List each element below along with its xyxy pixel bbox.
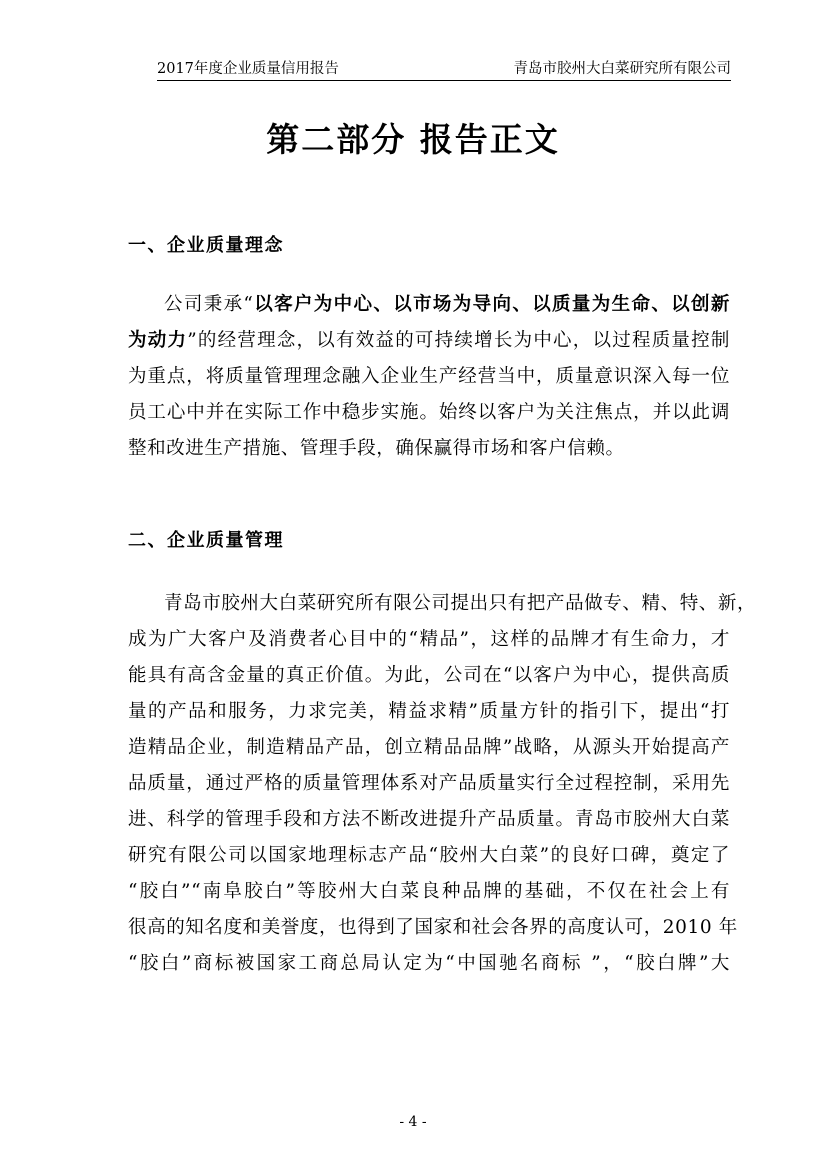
part-title: 第二部分 报告正文 xyxy=(266,120,560,159)
paragraph-line: 造精品企业，制造精品产品，创立精品品牌”战略，从源头开始提高产 xyxy=(128,737,730,758)
paragraph-line: 公司秉承“以客户为中心、以市场为导向、以质量为生命、以创新 xyxy=(164,294,730,315)
paragraph-quality-philosophy xyxy=(128,287,730,467)
paragraph-line: 量的产品和服务，力求完美，精益求精”质量方针的指引下，提出“打 xyxy=(128,701,730,722)
section-heading-quality-management: 二、企业质量管理 xyxy=(128,530,284,551)
paragraph-line: 为动力”的经营理念，以有效益的可持续增长为中心，以过程质量控制 xyxy=(128,330,730,351)
paragraph-line: 研究有限公司以国家地理标志产品“胶州大白菜”的良好口碑，奠定了 xyxy=(128,845,730,866)
paragraph-line: 为重点，将质量管理理念融入企业生产经营当中，质量意识深入每一位 xyxy=(128,366,730,387)
paragraph-line: “胶白”“南阜胶白”等胶州大白菜良种品牌的基础，不仅在社会上有 xyxy=(128,881,730,902)
bold-motto: 以客户为中心、以市场为导向、以质量为生命、以创新 xyxy=(253,294,730,315)
page-number: - 4 - xyxy=(399,1114,427,1130)
header-report-title: 2017年度企业质量信用报告 xyxy=(157,61,339,77)
paragraph-line: 青岛市胶州大白菜研究所有限公司提出只有把产品做专、精、特、新， xyxy=(164,593,757,614)
paragraph-line: 很高的知名度和美誉度，也得到了国家和社会各界的高度认可，2010 年 xyxy=(128,917,738,938)
bold-motto: 为动力 xyxy=(128,330,188,351)
page-header xyxy=(157,58,731,81)
section-heading-quality-philosophy: 一、企业质量理念 xyxy=(128,235,284,256)
paragraph-line: 能具有高含金量的真正价值。为此，公司在“以客户为中心，提供高质 xyxy=(128,665,730,686)
paragraph-line: “胶白”商标被国家工商总局认定为“中国驰名商标 ”，“胶白牌”大 xyxy=(128,953,730,974)
header-company-name: 青岛市胶州大白菜研究所有限公司 xyxy=(513,61,731,77)
paragraph-line: 进、科学的管理手段和方法不断改进提升产品质量。青岛市胶州大白菜 xyxy=(128,809,730,830)
paragraph-line: 员工心中并在实际工作中稳步实施。始终以客户为关注焦点，并以此调 xyxy=(128,402,730,423)
paragraph-line: 品质量，通过严格的质量管理体系对产品质量实行全过程控制，采用先 xyxy=(128,773,730,794)
paragraph-quality-management xyxy=(128,586,757,982)
paragraph-line: 整和改进生产措施、管理手段，确保赢得市场和客户信赖。 xyxy=(128,438,625,459)
paragraph-line: 成为广大客户及消费者心目中的“精品”，这样的品牌才有生命力，才 xyxy=(128,629,730,650)
